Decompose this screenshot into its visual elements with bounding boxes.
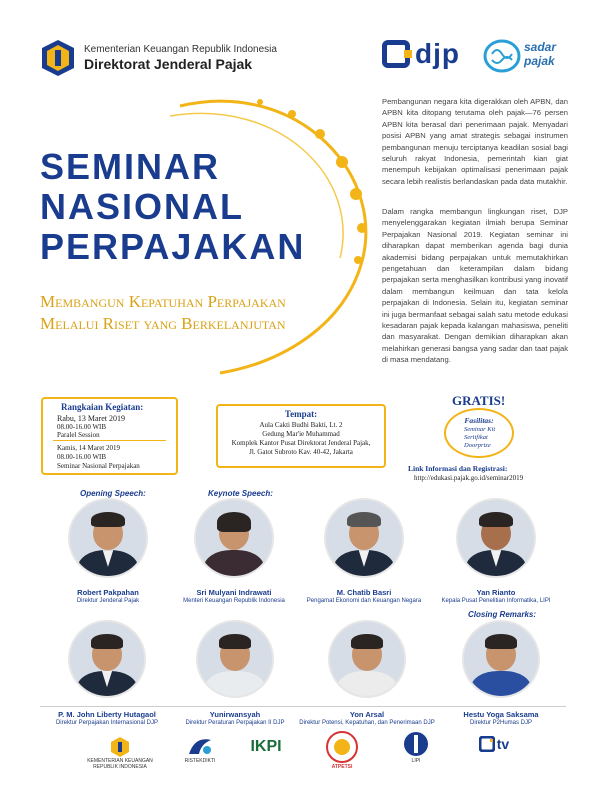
kemenkeu-footer-caption2: REPUBLIK INDONESIA [93, 764, 147, 770]
speaker-name: Sri Mulyani Indrawati [196, 588, 272, 597]
subtitle-line1: Membangun Kepatuhan Perpajakan [40, 292, 286, 311]
lipi-emblem-icon [403, 730, 429, 758]
facilities-badge [444, 408, 514, 458]
ikpi-text: IKPI [250, 738, 282, 755]
kemenkeu-emblem-icon [38, 38, 78, 78]
speaker-name: Yan Rianto [476, 588, 516, 597]
lipi-logo [396, 730, 436, 764]
venue-box [216, 404, 386, 468]
title-line1: SEMINAR [40, 146, 221, 187]
speaker-role: Pengamat Ekonomi dan Keuangan Negara [306, 598, 422, 604]
intro-paragraph-2: Dalam rangka membangun lingkungan riset, DJP menyelenggarakan kegiatan ilmiah berupa Seminar Perpajakan Nasional 2019. Kegiatan seminar ini diharapkan dapat memberikan agenda bagi dunia akademisi bidang perpajakan untuk memutakhirkan pengetahuan dan keterampilan dalam bidang perpajakan serta menghasilkan kontribusi yang inovatif dalam membangun keilmuan dan tata kelola perpajakan di Indonesia. Selain itu, kegiatan seminar ini juga bermanfaat sebagai salah satu metode edukasi kesadaran pajak kepada kalangan mahasiswa, peneliti dan masyarakat. Dengan demikian diharapkan akan melahirkan generasi bangsa yang sadar dan taat pajak di masa mendatang. [382, 207, 568, 365]
schedule-divider [53, 440, 166, 441]
venue-line3: Komplek Kantor Pusat Direktorat Jenderal Pajak, [231, 439, 371, 447]
sadar-pajak-line1: sadar [524, 40, 557, 54]
facility-item: Sertifikat [464, 434, 488, 441]
day1-date: Rabu, 13 Maret 2019 [57, 414, 125, 423]
day2-event: Seminar Nasional Perpajakan [57, 462, 140, 470]
ristekdikti-caption: RISTEKDIKTI [184, 758, 216, 764]
speaker-role: Direktur Jenderal Pajak [76, 598, 140, 604]
day2-time: 08.00-16.00 WIB [57, 453, 107, 461]
speaker-role: Direktur Potensi, Kepatuhan, dan Penerimaan DJP [299, 720, 435, 726]
speaker-name: M. Chatib Basri [336, 588, 392, 597]
opening-speech-label: Opening Speech: [80, 489, 146, 498]
facility-item: Seminar Kit [464, 426, 496, 433]
keynote-speech-label: Keynote Speech: [208, 489, 273, 498]
djp-logo [382, 38, 460, 70]
speaker-role: Direktur Peraturan Perpajakan II DJP [185, 720, 285, 726]
subtitle-line2: Melalui Riset yang Berkelanjutan [40, 314, 286, 333]
speaker-name: Hestu Yoga Saksama [463, 710, 539, 719]
speaker-role: Kepala Pusat Penelitian Informatika, LIPI [441, 598, 551, 604]
speaker-photo [328, 620, 406, 698]
ristekdikti-icon [185, 734, 215, 758]
speaker-photo [462, 620, 540, 698]
speaker-photo [194, 498, 274, 578]
sadar-pajak-line2: pajak [524, 54, 555, 68]
speaker-photo [324, 498, 404, 578]
day1-event: Paralel Session [57, 431, 100, 439]
title-line3: PERPAJAKAN [40, 226, 306, 267]
schedule-title: Rangkaian Kegiatan: [61, 402, 144, 412]
speaker-role: Menteri Keuangan Republik Indonesia [183, 598, 285, 604]
ministry-name: Kementerian Keuangan Republik Indonesia [84, 44, 277, 55]
venue-line4: Jl. Gatot Subroto Kav. 40-42, Jakarta [249, 448, 353, 456]
title-line2: NASIONAL [40, 186, 244, 227]
schedule-box [41, 397, 178, 475]
ikpi-logo [246, 738, 286, 756]
ristekdikti-logo [180, 734, 220, 764]
speaker-role: Direktur P2Humas DJP [469, 720, 532, 726]
registration-link[interactable]: http://edukasi.pajak.go.id/seminar2019 [414, 474, 524, 482]
tv-mark-icon [479, 736, 495, 752]
lipi-caption: LIPI [411, 758, 421, 764]
speaker-name: Yunirwansyah [209, 710, 261, 719]
kemenkeu-footer-logo [87, 736, 153, 770]
speaker-name: Robert Pakpahan [77, 588, 139, 597]
atpetsi-emblem-icon [324, 730, 360, 764]
tv-text: tv [496, 736, 510, 752]
djp-logo-text: djp [415, 38, 460, 69]
brain-icon [482, 36, 522, 76]
facility-item: Doorprize [464, 442, 491, 449]
venue-title: Tempat: [284, 409, 318, 419]
intro-paragraph-1: Pembangunan negara kita digerakkan oleh APBN, dan APBN kita ditopang terutama oleh pajak—76 persen APBN kita berasal dari penerimaan pajak. Menyadari posisi APBN yang amat strategis sebagai instrumen pembangunan menuju terciptanya keadilan sosial bagi seluruh rakyat Indonesia, pemerintah kian giat menempuh kebijakan optimalisasi penerimaan pajak secara lebih realistis berlandaskan pada data mutakhir. [382, 97, 568, 186]
speaker-role: Direktur Perpajakan Internasional DJP [55, 720, 159, 726]
speaker-photo [68, 498, 148, 578]
tv-logo [472, 736, 516, 752]
djp-mark-icon [382, 40, 410, 68]
kemenkeu-footer-icon [109, 736, 131, 758]
kemenkeu-footer-caption: KEMENTERIAN KEUANGAN [87, 758, 153, 764]
speaker-photo [68, 620, 146, 698]
atpetsi-logo [322, 730, 362, 770]
speaker-name: P. M. John Liberty Hutagaol [58, 710, 156, 719]
directorate-name: Direktorat Jenderal Pajak [84, 56, 253, 72]
free-label: GRATIS! [452, 393, 506, 408]
facilities-title: Fasilitas: [464, 416, 494, 425]
speaker-name: Yon Arsal [349, 710, 385, 719]
day2-date: Kamis, 14 Maret 2019 [57, 444, 120, 452]
venue-line2: Gedung Mar'ie Muhammad [262, 430, 340, 438]
speaker-photo [456, 498, 536, 578]
footer-divider [40, 706, 566, 707]
venue-line1: Aula Cakti Budhi Bakti, Lt. 2 [259, 421, 343, 429]
closing-remarks-label: Closing Remarks: [468, 610, 537, 619]
registration-title: Link Informasi dan Registrasi: [408, 464, 508, 473]
day1-time: 08.00-16.00 WIB [57, 423, 107, 431]
atpetsi-caption: ATPETSI [331, 764, 353, 770]
speaker-photo [196, 620, 274, 698]
